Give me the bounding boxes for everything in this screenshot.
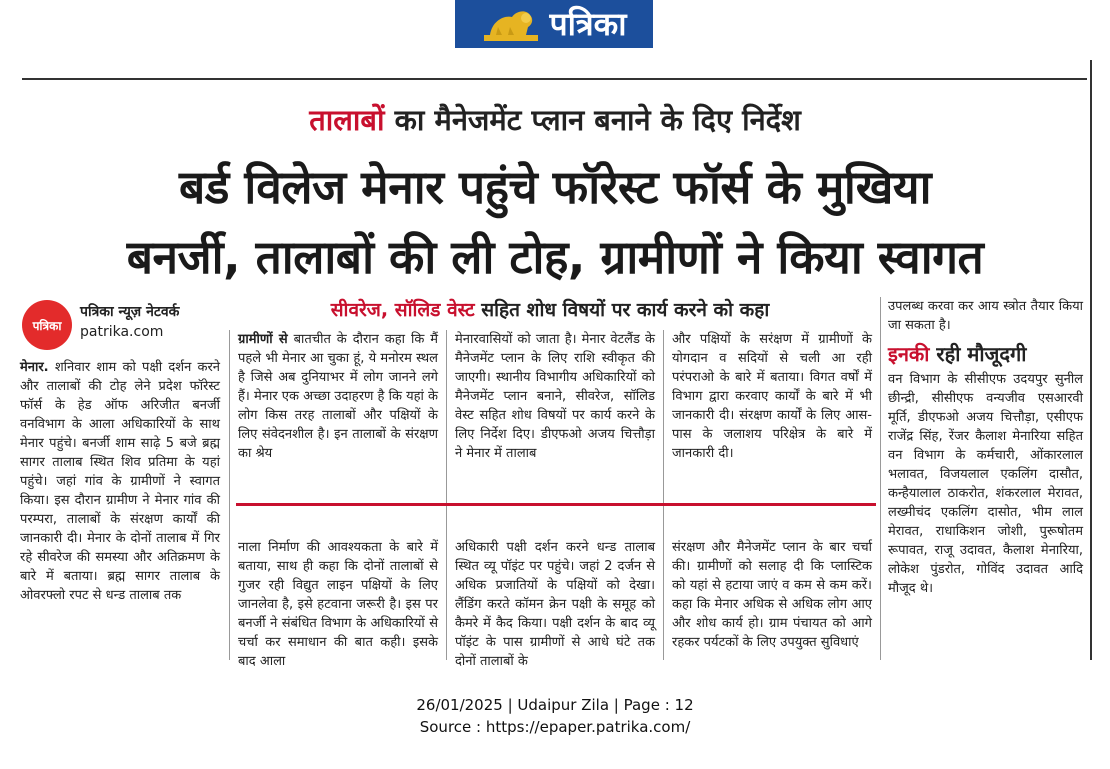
column-1-text bbox=[20, 358, 220, 658]
headline-line-2: बनर्जी, तालाबों की ली टोह, ग्रामीणों ने किया स्वागत bbox=[126, 230, 984, 284]
column-divider bbox=[663, 330, 664, 660]
column-4-top-text: और पक्षियों के सरंक्षण में ग्रामीणों के योगदान व सदियों से चली आ रही परंपराओ के बारे में बताया। विगत वर्षों में विभाग द्वारा करवाए कार्यों के बारे में भी जानकारी दी। संरक्षण कार्यों के लिए आस-पास के जलाशय परिक्षेत्र के बारे में जानकारी दी। bbox=[672, 332, 872, 461]
column-2-top-text bbox=[238, 330, 438, 502]
top-rule bbox=[22, 78, 1087, 80]
column-5-top-text: उपलब्ध करवा कर आय स्त्रोत तैयार किया जा सकता है। bbox=[888, 299, 1083, 333]
column-1-lead: मेनार. bbox=[20, 360, 49, 375]
deck-rest: सहित शोध विषयों पर कार्य करने को कहा bbox=[474, 299, 770, 321]
footer-date-line: 26/01/2025 | Udaipur Zila | Page : 12 bbox=[416, 696, 694, 714]
adjacent-article-edge bbox=[1100, 210, 1110, 660]
attendees-subhead bbox=[888, 340, 1026, 367]
deck-red: सीवरेज, सॉलिड वेस्ट bbox=[330, 299, 475, 321]
section-divider-red bbox=[236, 503, 876, 506]
kicker-headline bbox=[0, 100, 1110, 139]
subhead-rest: रही मौजूदगी bbox=[929, 342, 1027, 366]
byline-name: पत्रिका न्यूज़ नेटवर्क bbox=[80, 304, 180, 320]
column-2-top-body: बातचीत के दौरान कहा कि मैं पहले भी मेनार आ चुका हूं, ये मनोरम स्थल है जिसे अब दुनियाभर में लोग जानने लगे हैं। मेनार एक अच्छा उदाहरण है कि यहां के लोग किस तरह तालाबों और पक्षियों के लिए संवेदनशील है। इन तालाबों के संरक्षण का श्रेय bbox=[238, 332, 439, 461]
byline-url: patrika.com bbox=[80, 324, 164, 340]
kicker-rest: का मैनेजमेंट प्लान बनाने के दिए निर्देश bbox=[384, 103, 801, 137]
lion-logo-icon bbox=[482, 5, 540, 43]
kicker-red: तालाबों bbox=[309, 103, 385, 137]
column-divider bbox=[229, 330, 230, 660]
subhead-red: इनकी bbox=[888, 342, 930, 366]
column-divider bbox=[446, 330, 447, 660]
column-3-bottom-text: अधिकारी पक्षी दर्शन करने धन्ड तालाब स्थित व्यू पॉइंट पर पहुंचे। जहां 2 दर्जन से अधिक प्रजातियों के पक्षियों को देखा। लैंडिंग करते कॉमन क्रेन पक्षी के समूह को कैमरे में कैद किया। पक्षी दर्शन के बाद व्यू पॉइंट के पास ग्रामीणों से आधे घंटे तक दोनों तालाबों के bbox=[455, 540, 655, 669]
headline-line-1: बर्ड विलेज मेनार पहुंचे फॉरेस्ट फॉर्स के मुखिया bbox=[178, 160, 932, 214]
masthead bbox=[455, 0, 653, 48]
column-2-lead: ग्रामीणों से bbox=[238, 332, 288, 347]
byline-logo: पत्रिका bbox=[22, 300, 72, 350]
column-4-bottom-text: संरक्षण और मैनेजमेंट प्लान के बार चर्चा की। ग्रामीणों को सलाह दी कि प्लास्टिक को यहां से हटाया जाएं व कम से कम करें। कहा कि मेनार अधिक से अधिक लोग आए और शोध कार्य हो। ग्राम पंचायत को आगे रहकर पर्यटकों के लिए उपयुक्त सुविधाएं bbox=[672, 540, 872, 650]
deck-headline bbox=[220, 296, 880, 322]
article-clipping bbox=[0, 60, 1110, 680]
column-3-top-text: मेनारवासियों को जाता है। मेनार वेटलैंड के मैनेजमेंट प्लान के लिए राशि स्वीकृत की जाएगी। स्थानीय विभागीय अधिकारियों को मैनेजमेंट प्लान बनाने, सीवरेज, सॉलिड वेस्ट सहित शोध विषयों पर कार्य करने के लिए निर्देश दिए। डीएफओ अजय चित्तौड़ा ने मेनार में तालाब bbox=[455, 332, 655, 461]
footer-caption bbox=[0, 694, 1110, 738]
column-5-attendees-text: वन विभाग के सीसीएफ उदयपुर सुनील छीन्द्री, सीसीएफ वन्यजीव एसआरवी मूर्ति, डीएफओ अजय चित्तौड़ा, एसीएफ राजेंद्र सिंह, रेंजर कैलाश मेनारिया सहित वन विभाग के कर्मचारी, ओंकारलाल भलावत, विजयलाल एकलिंग दासौत, कन्हैयालाल ठाकरोत, शंकरलाल मेरावत, लख्मीचंद एकलिंग दासोत, भीम लाल मेरावत, राधाकिशन जोशी, पुरूषोतम रूपावत, राजू उदावत, कैलाश मेनारिया, लोकेश पुंडरोत, गोविंद उदावत आदि मौजूद थे। bbox=[888, 372, 1083, 596]
column-1-body: शनिवार शाम को पक्षी दर्शन करने और तालाबों की टोह लेने प्रदेश फॉरेस्ट फॉर्स के हेड ऑफ अरिजीत बनर्जी वनविभाग के आला अधिकारियों के साथ मेनार पहुंचे। बनर्जी शाम साढ़े 5 बजे ब्रह्म सागर तालाब स्थित शिव प्रतिमा के यहां पहुंचे। जहां गांव के ग्रामीणों ने स्वागत किया। इस दौरान ग्रामीण ने मेनार गांव की परम्परा, तालाबों के संरक्षण कार्यों की जानकारी दी। मेनार के दोनों तालाब में गिर रहे सीवरेज की समस्या और अतिक्रमण के बारे में बताया। ब्रह्म सागर तालाब के ओवरफ्लो रपट से धन्ड तालाब तक bbox=[20, 360, 220, 603]
right-column-rule bbox=[1090, 60, 1092, 660]
column-2-bottom-text: नाला निर्माण की आवश्यकता के बारे में बताया, साथ ही कहा कि दोनों तालाबों से गुजर रही विद्युत लाइन पक्षियों के लिए जानलेवा है, इसे हटवाना जरूरी है। इस पर बनर्जी ने संबंधित विभाग के अधिकारियों से चर्चा कर समाधान की बात कही। इसके बाद आला bbox=[238, 540, 438, 669]
masthead-title: पत्रिका bbox=[549, 5, 627, 43]
column-divider bbox=[880, 297, 881, 660]
footer-source-line: Source : https://epaper.patrika.com/ bbox=[419, 718, 691, 736]
